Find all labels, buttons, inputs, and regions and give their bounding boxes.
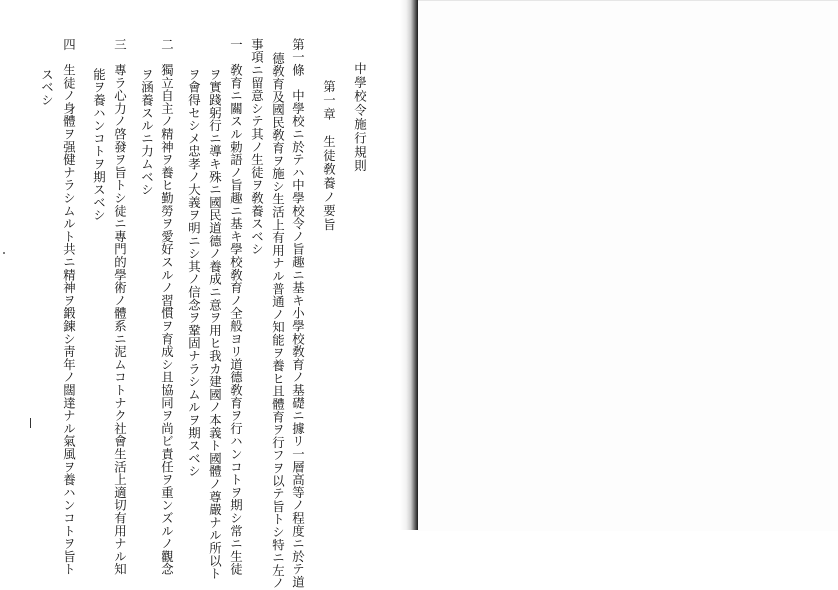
document-title: 中學校令施行規則 (352, 62, 368, 174)
text-column: 事項ニ留意シテ其ノ生徒ヲ敎養スベシ (249, 38, 265, 256)
scan-speck (3, 252, 5, 254)
margin-mark (30, 418, 31, 428)
blank-right-page (418, 0, 838, 531)
text-column-item-4: 四 生徒ノ身體ヲ强健ナラシムルト共ニ精神ヲ鍛錬シ靑年ノ闊達ナル氣風ヲ養ハンコトヲ旨ト (61, 38, 77, 576)
text-column-item-3: 三 專ラ心力ノ啓發ヲ旨トシ徒ニ專門的學術ノ體系ニ泥ムコトナク社會生活上適切有用ナル知 (112, 38, 128, 576)
book-gutter (400, 0, 418, 530)
text-column-item-2: 二 獨立自主ノ精神ヲ養ヒ勤勞ヲ愛好スルノ習慣ヲ育成シ且協同ヲ尚ビ責任ヲ重ンズルノ觀念 (159, 38, 175, 576)
text-column: 能ヲ養ハンコトヲ期スベシ (91, 68, 107, 222)
text-column: ヲ會得セシメ忠孝ノ大義ヲ明ニシ其ノ信念ヲ鞏固ナラシムルヲ期スベシ (186, 68, 202, 478)
text-column-item-1: 一 敎育ニ關スル勅語ノ旨趣ニ基キ學校敎育ノ全般ヨリ道德敎育ヲ行ハンコトヲ期シ常ニ生徒 (228, 38, 244, 576)
chapter-heading: 第一章 生徒敎養ノ要旨 (321, 80, 337, 232)
text-column: スベシ (39, 68, 55, 107)
text-column: ヲ涵養スルニ力ムベシ (139, 68, 155, 196)
text-column-article-1: 第一條 中學校ニ於テハ中學校令ノ旨趣ニ基キ小學校敎育ノ基礎ニ據リ一層高等ノ程度ニ於テ道 (290, 38, 306, 589)
text-column: 德敎育及國民敎育ヲ施シ生活上有用ナル普通ノ知能ヲ養ヒ且體育ヲ行フヲ以テ旨トシ特ニ左ノ (270, 52, 286, 590)
text-column: ヲ實踐躬行ニ導キ殊ニ國民道德ノ養成ニ意ヲ用ヒ我カ建國ノ本義ト國體ノ尊嚴ナル所以ト (207, 68, 223, 580)
